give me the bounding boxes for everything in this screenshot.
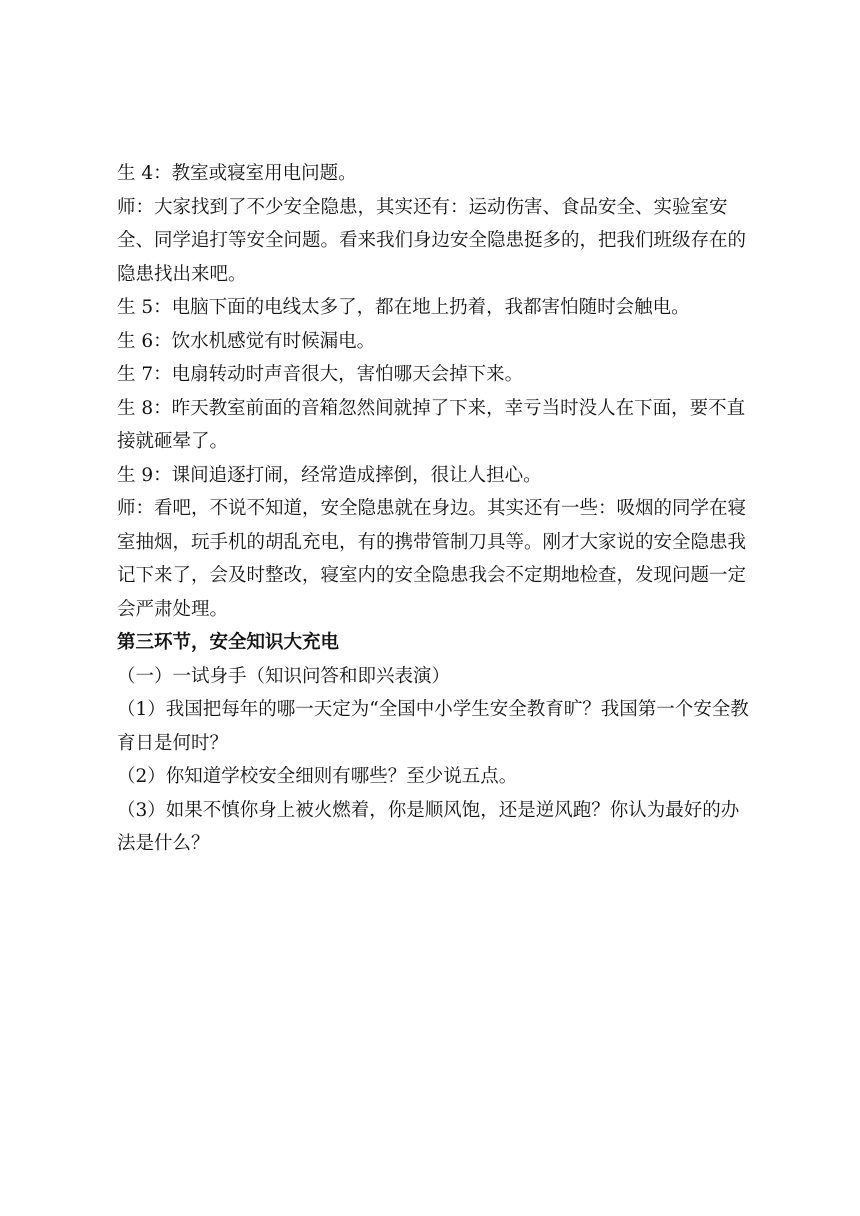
paragraph-teacher-1: 师：大家找到了不少安全隐患，其实还有：运动伤害、食品安全、实验室安全、同学追打等安全问题。看来我们身边安全隐患挺多的，把我们班级存在的隐患找出来吧。 bbox=[117, 196, 747, 285]
paragraph-student-5: 生 5：电脑下面的电线太多了，都在地上扔着，我都害怕随时会触电。 bbox=[117, 297, 690, 318]
question-3: （3）如果不慎你身上被火燃着，你是顺风饱，还是逆风跑？你认为最好的办法是什么？ bbox=[117, 799, 740, 854]
paragraph-student-4: 生 4：教室或寝室用电问题。 bbox=[117, 163, 357, 184]
paragraph-student-9: 生 9：课间追逐打闹，经常造成摔倒，很让人担心。 bbox=[117, 464, 542, 486]
paragraph-student-7: 生 7：电扇转动时声音很大，害怕哪天会掉下来。 bbox=[117, 364, 524, 385]
question-2: （2）你知道学校安全细则有哪些？至少说五点。 bbox=[117, 766, 518, 787]
paragraph-student-8: 生 8：昨天教室前面的音箱忽然间就掉了下来，幸亏当时没人在下面，要不直接就砸晕了。 bbox=[117, 397, 746, 452]
paragraph-teacher-2: 师：看吧，不说不知道，安全隐患就在身边。其实还有一些：吸烟的同学在寝室抽烟，玩手机的胡乱充电，有的携带管制刀具等。刚才大家说的安全隐患我记下来了，会及时整改，寝室内的安全隐患我会不定期地检查，发现问题一定会严肃处理。 bbox=[117, 498, 747, 620]
question-1: （1）我国把每年的哪一天定为“全国中小学生安全教育旷？我国第一个安全教育日是何时？ bbox=[117, 699, 749, 754]
subsection-heading: （一）一试身手（知识问答和即兴表演） bbox=[117, 665, 451, 687]
section-heading: 第三环节，安全知识大充电 bbox=[117, 632, 340, 653]
paragraph-student-6: 生 6：饮水机感觉有时候漏电。 bbox=[117, 330, 376, 352]
document-body bbox=[117, 157, 757, 861]
